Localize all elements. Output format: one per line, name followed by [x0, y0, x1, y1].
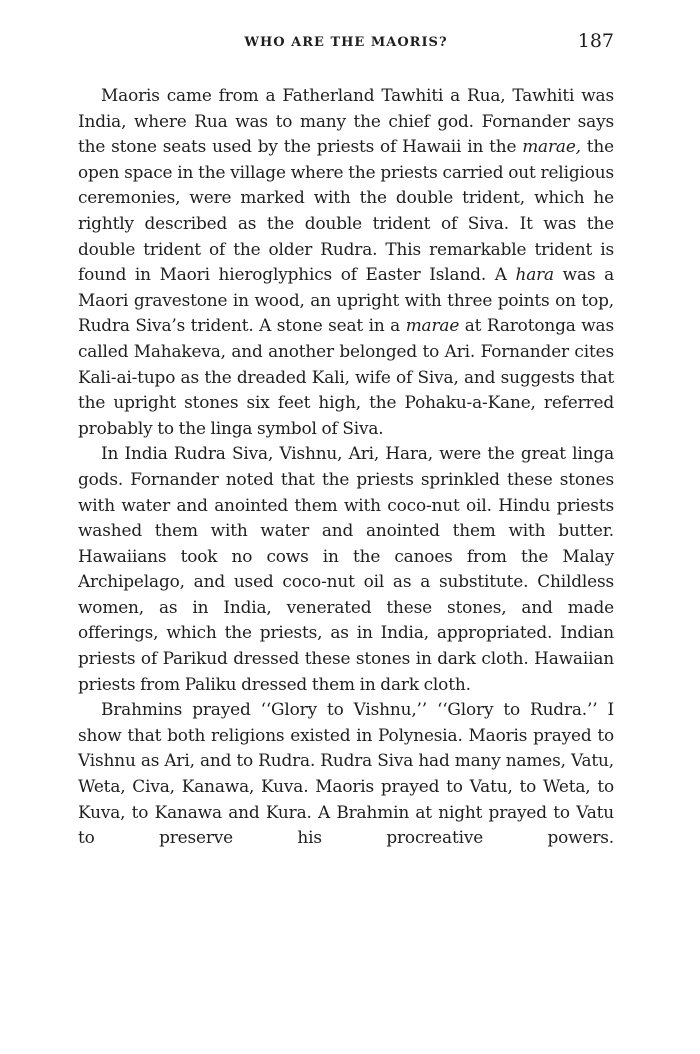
text-run: the open space in the village where the priests carried out religious ceremonies, were marked with the double trident, which he rightly described as the double trident of Siva. It was the double trident of the older Rudra. This remarkable trident is found in Maori hieroglyphics of Easter Island. A: [78, 136, 614, 285]
body-text: [78, 83, 614, 851]
text-run: was a Maori gravestone in wood, an upright with three points on top, Rudra Siva’s trident. A stone seat in a: [78, 264, 615, 336]
text-run: In India Rudra Siva, Vishnu, Ari, Hara, were the great linga gods. Fornander noted that the priests sprinkled these stones with water and anointed them with coco-nut oil. Hindu priests washed them with water and anointed them with butter. Hawaiians took no cows in the canoes from the Malay Archipelago, and used coco-nut oil as a substitute. Childless women, as in India, venerated these stones, and made offerings, which the priests, as in India, appropriated. Indian priests of Parikud dressed these stones in dark cloth. Hawaiian priests from Paliku dressed them in dark cloth.: [78, 443, 614, 694]
italic-term: hara: [515, 264, 554, 285]
paragraph-1: [78, 83, 614, 441]
text-run: Brahmins prayed ‘‘Glory to Vishnu,’’ ‘‘Glory to Rudra.’’ I show that both religions existed in Polynesia. Maoris prayed to Vishnu as Ari, and to Rudra. Rudra Siva had many names, Vatu, Weta, Civa, Kanawa, Kuva. Maoris prayed to Vatu, to Weta, to Kuva, to Kanawa and Kura. A Brahmin at night prayed to Vatu to preserve his procreative powers.: [78, 699, 614, 848]
text-run: at Rarotonga was called Mahakeva, and another belonged to Ari. Fornander cites Kali-ai-tupo as the dreaded Kali, wife of Siva, and suggests that the upright stones six feet high, the Pohaku-a-Kane, referred probably to the linga symbol of Siva.: [78, 315, 614, 438]
italic-term: marae: [405, 315, 460, 336]
page-header: [78, 30, 614, 60]
paragraph-3: [78, 697, 614, 851]
text-run: Maoris came from a Fatherland Tawhiti a Rua, Tawhiti was India, where Rua was to many the chief god. Fornander says the stone seats used by the priests of Hawaii in the: [78, 85, 614, 157]
page-number: 187: [577, 30, 614, 52]
running-title: WHO ARE THE MAORIS?: [244, 35, 448, 50]
italic-term: marae,: [522, 136, 581, 157]
paragraph-2: [78, 441, 614, 697]
